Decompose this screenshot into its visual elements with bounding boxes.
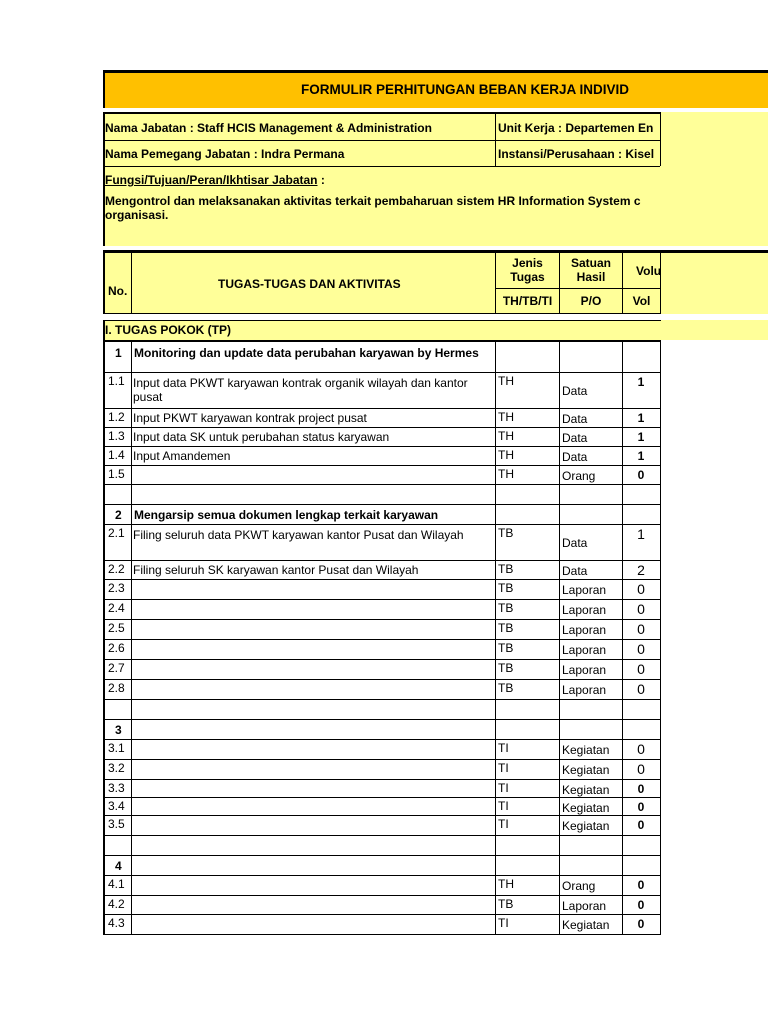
- grid-line: [622, 504, 623, 524]
- task-satuan: Data: [562, 450, 588, 464]
- grid-line: [103, 914, 661, 915]
- grid-line: [495, 408, 496, 427]
- form-title: FORMULIR PERHITUNGAN BEBAN KERJA INDIVID: [301, 82, 630, 97]
- group-number: 3: [115, 723, 122, 737]
- task-number: 4.3: [108, 916, 125, 930]
- grid-line: [131, 855, 132, 875]
- grid-line: [131, 719, 132, 739]
- grid-line: [103, 719, 105, 739]
- grid-line: [660, 599, 661, 619]
- grid-line: [103, 895, 105, 914]
- grid-line: [131, 875, 132, 895]
- task-satuan: Data: [562, 431, 588, 445]
- grid-line: [660, 855, 661, 875]
- grid-line: [103, 759, 105, 779]
- task-description: Input Amandemen: [133, 449, 231, 463]
- grid-line: [660, 719, 661, 739]
- grid-line: [660, 815, 661, 835]
- grid-line: [103, 797, 661, 798]
- task-number: 3.1: [108, 741, 125, 755]
- task-volume: 0: [637, 761, 645, 777]
- grid-line: [103, 797, 105, 815]
- task-number: 1.4: [108, 448, 125, 462]
- grid-line: [660, 372, 661, 408]
- grid-line: [131, 739, 132, 759]
- group-title: Mengarsip semua dokumen lengkap terkait karyawan: [134, 508, 439, 522]
- task-satuan: Orang: [562, 469, 596, 483]
- grid-line: [103, 619, 661, 620]
- task-jenis: TB: [498, 897, 514, 911]
- grid-line: [660, 408, 661, 427]
- grid-line: [660, 875, 661, 895]
- grid-line: [103, 408, 105, 427]
- fungsi-colon: :: [317, 173, 325, 187]
- task-satuan: Laporan: [562, 583, 607, 597]
- grid-line: [103, 699, 661, 700]
- grid-line: [559, 560, 560, 579]
- task-satuan: Laporan: [562, 683, 607, 697]
- task-volume: 0: [637, 917, 645, 931]
- task-number: 4.1: [108, 877, 125, 891]
- task-satuan: Laporan: [562, 643, 607, 657]
- task-number: 2.6: [108, 641, 125, 655]
- grid-line: [559, 914, 560, 934]
- task-jenis: TI: [498, 916, 509, 930]
- task-jenis: TB: [498, 641, 514, 655]
- grid-line: [103, 779, 661, 780]
- unit-kerja: Unit Kerja : Departemen En: [498, 121, 654, 135]
- grid-line: [660, 504, 661, 524]
- task-satuan: Kegiatan: [562, 783, 610, 797]
- grid-line: [622, 342, 623, 372]
- grid-line: [559, 342, 560, 372]
- grid-line: [559, 679, 560, 699]
- grid-line: [660, 835, 661, 855]
- nama-jabatan: Nama Jabatan : Staff HCIS Management & Administration: [105, 121, 432, 135]
- grid-line: [103, 759, 661, 760]
- task-volume: 1: [637, 375, 645, 389]
- grid-line: [103, 679, 661, 680]
- grid-line: [103, 699, 105, 719]
- grid-line: [495, 835, 496, 855]
- grid-line: [103, 914, 105, 934]
- grid-line: [559, 619, 560, 639]
- grid-line: [131, 779, 132, 797]
- task-volume: 0: [637, 782, 645, 796]
- task-jenis: TH: [498, 448, 514, 462]
- grid-line: [495, 679, 496, 699]
- grid-line: [103, 855, 661, 856]
- task-volume: 1: [637, 411, 645, 425]
- task-satuan: Kegiatan: [562, 918, 610, 932]
- grid-line: [660, 779, 661, 797]
- grid-line: [622, 719, 623, 739]
- grid-line: [103, 465, 661, 466]
- grid-line: [103, 895, 661, 896]
- grid-line: [660, 342, 661, 372]
- grid-line: [559, 739, 560, 759]
- task-jenis: TB: [498, 581, 514, 595]
- task-satuan: Laporan: [562, 623, 607, 637]
- task-volume: 0: [637, 681, 645, 697]
- task-jenis: TB: [498, 601, 514, 615]
- task-volume: 0: [637, 601, 645, 617]
- grid-line: [559, 699, 560, 719]
- task-jenis: TB: [498, 681, 514, 695]
- task-volume: 2: [637, 562, 645, 578]
- grid-line: [660, 739, 661, 759]
- task-description: Filing seluruh data PKWT karyawan kantor Pusat dan Wilayah: [133, 528, 464, 542]
- grid-line: [103, 372, 105, 408]
- header-jenis-sub: TH/TB/TI: [502, 294, 553, 308]
- grid-line: [495, 914, 496, 934]
- grid-line: [103, 372, 661, 373]
- grid-line: [559, 855, 560, 875]
- task-satuan: Laporan: [562, 603, 607, 617]
- grid-line: [103, 560, 105, 579]
- grid-line: [131, 895, 132, 914]
- grid-line: [103, 524, 661, 525]
- task-volume: 0: [637, 898, 645, 912]
- grid-line: [131, 465, 132, 484]
- header-vol-sub: Vol: [632, 294, 651, 308]
- grid-line: [559, 408, 560, 427]
- grid-line: [495, 446, 496, 465]
- task-jenis: TB: [498, 562, 514, 576]
- task-satuan: Data: [562, 564, 588, 578]
- task-jenis: TI: [498, 781, 509, 795]
- grid-line: [103, 659, 105, 679]
- grid-line: [103, 446, 105, 465]
- task-number: 2.3: [108, 581, 125, 595]
- task-number: 3.5: [108, 817, 125, 831]
- grid-line: [495, 504, 496, 524]
- grid-line: [131, 484, 132, 504]
- task-volume: 0: [637, 741, 645, 757]
- grid-line: [559, 719, 560, 739]
- grid-line: [660, 560, 661, 579]
- header-volume: Volu: [636, 264, 662, 278]
- grid-line: [660, 427, 661, 446]
- grid-line: [622, 855, 623, 875]
- grid-line: [559, 835, 560, 855]
- grid-line: [559, 815, 560, 835]
- grid-line: [495, 699, 496, 719]
- task-volume: 0: [637, 661, 645, 677]
- grid-line: [103, 560, 661, 561]
- task-volume: 0: [637, 641, 645, 657]
- grid-line: [495, 560, 496, 579]
- grid-line: [103, 875, 105, 895]
- task-satuan: Data: [562, 536, 588, 550]
- grid-line: [103, 934, 661, 935]
- grid-line: [103, 579, 105, 599]
- task-satuan: Kegiatan: [562, 763, 610, 777]
- grid-line: [103, 835, 105, 855]
- grid-line: [131, 797, 132, 815]
- grid-line: [131, 835, 132, 855]
- grid-line: [495, 779, 496, 797]
- group-title: Monitoring dan update data perubahan karyawan by Hermes: [134, 346, 479, 360]
- grid-line: [495, 875, 496, 895]
- grid-line: [103, 484, 105, 504]
- task-satuan: Kegiatan: [562, 743, 610, 757]
- grid-line: [622, 484, 623, 504]
- grid-line: [103, 835, 661, 836]
- grid-line: [622, 699, 623, 719]
- pemegang-jabatan: Nama Pemegang Jabatan : Indra Permana: [105, 147, 345, 161]
- grid-line: [495, 855, 496, 875]
- grid-line: [660, 797, 661, 815]
- task-number: 4.2: [108, 897, 125, 911]
- grid-line: [131, 504, 132, 524]
- task-satuan: Orang: [562, 879, 596, 893]
- group-number: 2: [115, 508, 122, 522]
- task-number: 2.4: [108, 601, 125, 615]
- grid-line: [131, 372, 132, 408]
- grid-line: [103, 719, 661, 720]
- task-satuan: Kegiatan: [562, 801, 610, 815]
- grid-line: [559, 779, 560, 797]
- grid-line: [622, 835, 623, 855]
- task-jenis: TI: [498, 817, 509, 831]
- grid-line: [559, 579, 560, 599]
- grid-line: [660, 639, 661, 659]
- task-jenis: TH: [498, 877, 514, 891]
- grid-line: [131, 599, 132, 619]
- grid-line: [495, 895, 496, 914]
- grid-line: [131, 679, 132, 699]
- grid-line: [559, 659, 560, 679]
- grid-line: [660, 699, 661, 719]
- task-jenis: TB: [498, 661, 514, 675]
- grid-line: [103, 779, 105, 797]
- task-satuan: Laporan: [562, 899, 607, 913]
- fungsi-label: Fungsi/Tujuan/Peran/Ikhtisar Jabatan: [105, 173, 318, 187]
- grid-line: [660, 619, 661, 639]
- header-tugas: TUGAS-TUGAS DAN AKTIVITAS: [218, 277, 401, 291]
- grid-line: [103, 484, 661, 485]
- task-number: 2.1: [108, 526, 125, 540]
- task-number: 3.4: [108, 799, 125, 813]
- grid-line: [495, 639, 496, 659]
- grid-line: [559, 484, 560, 504]
- grid-line: [103, 659, 661, 660]
- task-volume: 0: [637, 878, 645, 892]
- group-number: 1: [115, 346, 122, 360]
- task-number: 1.3: [108, 429, 125, 443]
- grid-line: [131, 815, 132, 835]
- grid-line: [103, 599, 661, 600]
- grid-line: [131, 427, 132, 446]
- task-jenis: TH: [498, 467, 514, 481]
- task-description: Input PKWT karyawan kontrak project pusat: [133, 411, 367, 425]
- task-number: 1.2: [108, 410, 125, 424]
- grid-line: [660, 659, 661, 679]
- grid-line: [559, 427, 560, 446]
- task-description: Input data PKWT karyawan kontrak organik wilayah dan kantor pusat: [133, 376, 468, 404]
- grid-line: [131, 639, 132, 659]
- task-volume: 1: [637, 430, 645, 444]
- task-volume: 1: [637, 449, 645, 463]
- task-number: 1.1: [108, 374, 125, 388]
- grid-line: [660, 679, 661, 699]
- grid-line: [495, 599, 496, 619]
- grid-line: [103, 815, 105, 835]
- task-jenis: TI: [498, 799, 509, 813]
- task-volume: 0: [637, 800, 645, 814]
- grid-line: [495, 659, 496, 679]
- grid-line: [131, 446, 132, 465]
- grid-line: [660, 914, 661, 934]
- grid-line: [131, 408, 132, 427]
- task-volume: 1: [637, 526, 645, 542]
- task-jenis: TI: [498, 741, 509, 755]
- grid-line: [660, 759, 661, 779]
- grid-line: [103, 619, 105, 639]
- header-jenis: Jenis Tugas: [510, 256, 545, 284]
- grid-line: [559, 372, 560, 408]
- task-number: 3.3: [108, 781, 125, 795]
- grid-line: [103, 524, 105, 560]
- grid-line: [495, 427, 496, 446]
- grid-line: [495, 719, 496, 739]
- fungsi-text: Mengontrol dan melaksanakan aktivitas terkait pembaharuan sistem HR Information System c organisasi.: [105, 194, 641, 222]
- task-volume: 0: [637, 581, 645, 597]
- header-satuan: Satuan Hasil: [570, 256, 611, 284]
- instansi: Instansi/Perusahaan : Kisel: [498, 147, 655, 161]
- grid-line: [103, 599, 105, 619]
- group-number: 4: [115, 859, 122, 873]
- grid-line: [103, 504, 105, 524]
- task-number: 2.7: [108, 661, 125, 675]
- grid-line: [131, 619, 132, 639]
- grid-line: [495, 465, 496, 484]
- task-description: Input data SK untuk perubahan status karyawan: [133, 430, 390, 444]
- grid-line: [103, 579, 661, 580]
- grid-line: [131, 342, 132, 372]
- grid-line: [495, 484, 496, 504]
- grid-line: [559, 639, 560, 659]
- grid-line: [495, 372, 496, 408]
- grid-line: [131, 579, 132, 599]
- grid-line: [103, 408, 661, 409]
- grid-line: [559, 524, 560, 560]
- task-number: 3.2: [108, 761, 125, 775]
- grid-line: [660, 895, 661, 914]
- task-satuan: Kegiatan: [562, 819, 610, 833]
- grid-line: [103, 739, 661, 740]
- grid-line: [103, 446, 661, 447]
- task-volume: 0: [637, 621, 645, 637]
- grid-line: [131, 699, 132, 719]
- grid-line: [559, 465, 560, 484]
- task-volume: 0: [637, 468, 645, 482]
- grid-line: [495, 342, 496, 372]
- grid-line: [131, 659, 132, 679]
- task-description: Filing seluruh SK karyawan kantor Pusat dan Wilayah: [133, 563, 419, 577]
- grid-line: [660, 465, 661, 484]
- grid-line: [559, 797, 560, 815]
- task-jenis: TB: [498, 621, 514, 635]
- grid-line: [103, 639, 105, 659]
- grid-line: [559, 759, 560, 779]
- task-jenis: TI: [498, 761, 509, 775]
- grid-line: [660, 484, 661, 504]
- grid-line: [559, 875, 560, 895]
- task-jenis: TH: [498, 410, 514, 424]
- task-satuan: Laporan: [562, 663, 607, 677]
- grid-line: [103, 427, 105, 446]
- task-jenis: TH: [498, 429, 514, 443]
- grid-line: [131, 914, 132, 934]
- grid-line: [660, 579, 661, 599]
- task-satuan: Data: [562, 384, 588, 398]
- task-number: 2.5: [108, 621, 125, 635]
- grid-line: [660, 446, 661, 465]
- grid-line: [559, 446, 560, 465]
- grid-line: [103, 815, 661, 816]
- grid-line: [131, 560, 132, 579]
- section-tp-title: I. TUGAS POKOK (TP): [105, 323, 231, 337]
- grid-line: [559, 504, 560, 524]
- grid-line: [559, 599, 560, 619]
- grid-line: [103, 427, 661, 428]
- grid-line: [103, 855, 105, 875]
- grid-line: [103, 465, 105, 484]
- grid-line: [495, 524, 496, 560]
- grid-line: [495, 759, 496, 779]
- grid-line: [495, 797, 496, 815]
- grid-line: [103, 739, 105, 759]
- grid-line: [103, 679, 105, 699]
- task-jenis: TB: [498, 526, 514, 540]
- task-number: 2.2: [108, 562, 125, 576]
- grid-line: [103, 504, 661, 505]
- task-number: 2.8: [108, 681, 125, 695]
- grid-line: [131, 759, 132, 779]
- task-jenis: TH: [498, 374, 514, 388]
- grid-line: [131, 524, 132, 560]
- grid-line: [495, 739, 496, 759]
- header-no: No.: [108, 284, 128, 298]
- task-volume: 0: [637, 818, 645, 832]
- grid-line: [495, 815, 496, 835]
- grid-line: [660, 524, 661, 560]
- task-number: 1.5: [108, 467, 125, 481]
- task-satuan: Data: [562, 412, 588, 426]
- grid-line: [103, 342, 105, 372]
- grid-line: [103, 639, 661, 640]
- grid-line: [103, 875, 661, 876]
- grid-line: [559, 895, 560, 914]
- grid-line: [495, 579, 496, 599]
- header-satuan-sub: P/O: [580, 294, 602, 308]
- grid-line: [495, 619, 496, 639]
